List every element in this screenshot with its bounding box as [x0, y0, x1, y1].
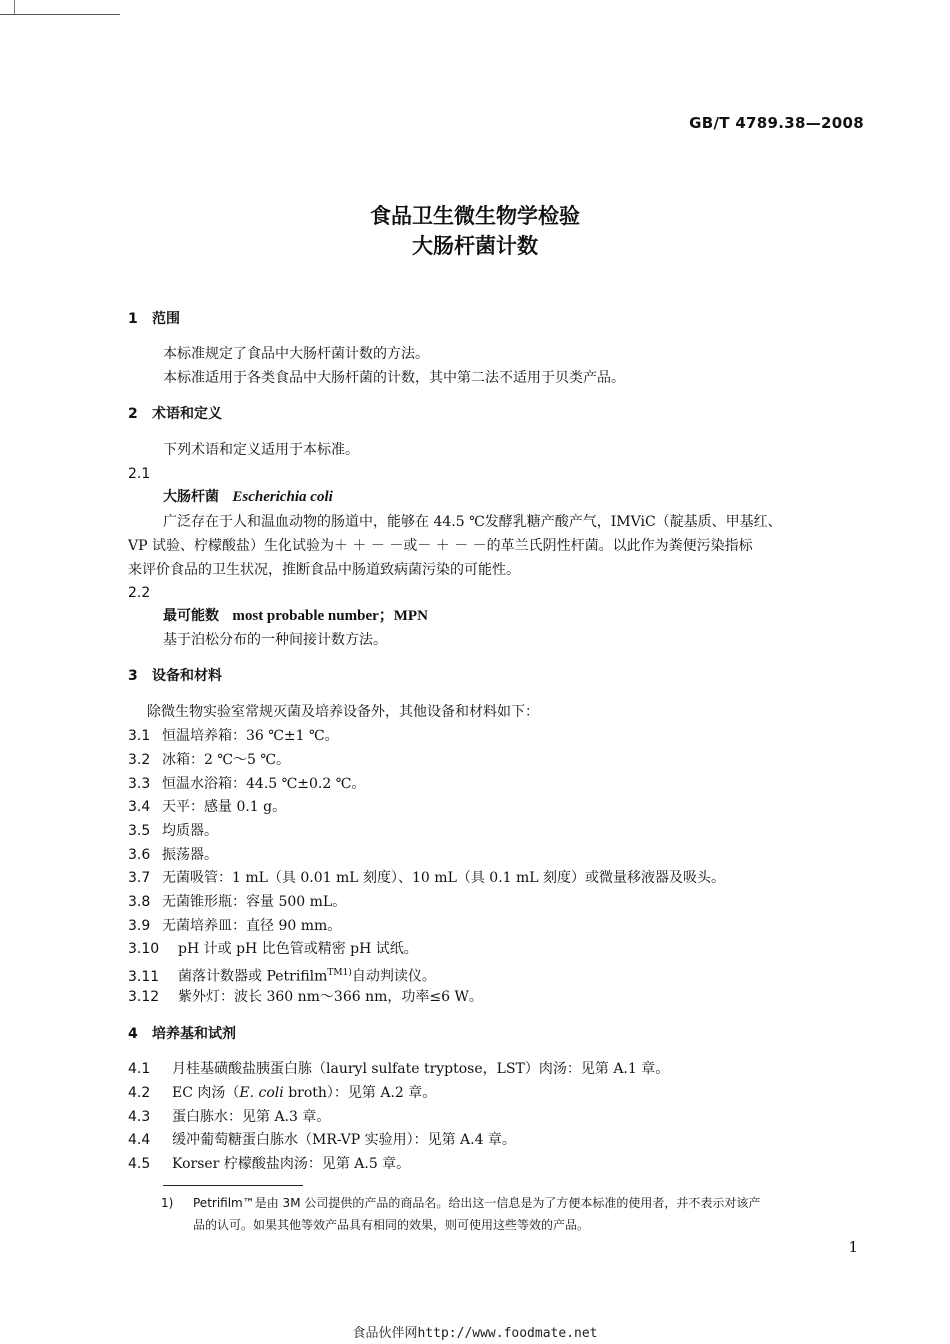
footnote-mark: 1): [161, 1196, 174, 1210]
section-1-heading: [128, 310, 180, 328]
list-item: [128, 917, 341, 935]
list-item: [128, 775, 365, 793]
item-text: EC 肉汤（: [172, 1085, 240, 1101]
list-item: [128, 988, 483, 1006]
standard-code: GB/T 4789.38—2008: [689, 114, 864, 132]
item-text: 恒温培养箱：36 ℃±1 ℃。: [162, 728, 339, 744]
item-text: 恒温水浴箱：44.5 ℃±0.2 ℃。: [162, 776, 366, 792]
section-2-heading: [128, 405, 222, 423]
item-text: 月桂基磺酸盐胰蛋白胨（lauryl sulfate tryptose，LST）肉汤：见第 A.1 章。: [172, 1061, 670, 1077]
page-number: 1: [848, 1238, 858, 1256]
list-item: [128, 869, 725, 887]
italic-species: E. coli: [239, 1085, 284, 1101]
item-text: 均质器。: [162, 823, 218, 839]
item-text: 自动判读仪。: [351, 968, 436, 985]
item-text: Korser 柠檬酸盐肉汤：见第 A.5 章。: [172, 1156, 411, 1172]
list-item: [128, 940, 418, 958]
website-watermark: 食品伙伴网http://www.foodmate.net: [352, 1326, 598, 1341]
item-text: 无菌吸管：1 mL（具 0.01 mL 刻度）、10 mL（具 0.1 mL 刻度）或微量移液器及吸头。: [162, 870, 726, 886]
term-chinese: 大肠杆菌: [163, 489, 219, 505]
section-title: 设备和材料: [152, 668, 222, 684]
definition-text: 广泛存在于人和温血动物的肠道中，能够在 44.5 ℃发酵乳糖产酸产气，IMViC（靛基质、甲基红、: [163, 514, 782, 530]
clause-number: 2.1: [128, 466, 151, 482]
list-item: [128, 893, 346, 911]
scan-corner-rule-vertical: [14, 0, 15, 14]
item-number: 3.3: [128, 776, 151, 792]
item-text: 菌落计数器或 Petrifilm: [178, 968, 328, 985]
item-text: 缓冲葡萄糖蛋白胨水（MR-VP 实验用）：见第 A.4 章。: [172, 1132, 516, 1148]
paragraph: 本标准适用于各类食品中大肠杆菌的计数，其中第二法不适用于贝类产品。: [163, 370, 625, 386]
term-english: most probable number；MPN: [232, 608, 428, 624]
item-number: 4.3: [128, 1109, 151, 1125]
term-english: Escherichia coli: [232, 489, 333, 505]
item-text: 天平：感量 0.1 g。: [162, 799, 287, 815]
term-entry: [163, 607, 428, 625]
item-number: 3.12: [128, 989, 160, 1005]
list-item: [128, 1155, 410, 1173]
item-number: 4.2: [128, 1085, 151, 1101]
list-item: [128, 1131, 516, 1149]
paragraph: 除微生物实验室常规灭菌及培养设备外，其他设备和材料如下：: [147, 704, 539, 720]
clause-number: 2.2: [128, 585, 151, 601]
section-number: 2: [128, 406, 138, 422]
definition-text: 来评价食品的卫生状况，推断食品中肠道致病菌污染的可能性。: [128, 562, 520, 578]
item-text: 无菌锥形瓶：容量 500 mL。: [162, 894, 347, 910]
term-entry: [163, 488, 333, 506]
list-item: [128, 1060, 669, 1078]
item-number: 3.4: [128, 799, 151, 815]
item-number: 3.7: [128, 870, 151, 886]
item-number: 3.1: [128, 728, 151, 744]
section-3-heading: [128, 667, 222, 685]
item-number: 3.6: [128, 847, 151, 863]
paragraph: 下列术语和定义适用于本标准。: [163, 442, 359, 458]
item-number: 3.10: [128, 941, 160, 957]
list-item: [128, 822, 218, 840]
item-text: broth）：见第 A.2 章。: [283, 1085, 437, 1101]
scan-corner-rule: [0, 14, 120, 15]
list-item: [128, 751, 290, 769]
item-text: 振荡器。: [162, 847, 218, 863]
list-item: [128, 846, 218, 864]
section-title: 培养基和试剂: [152, 1026, 236, 1042]
item-text: 冰箱：2 ℃～5 ℃。: [162, 752, 291, 768]
paragraph: 本标准规定了食品中大肠杆菌计数的方法。: [163, 346, 429, 362]
list-item: [128, 964, 436, 986]
item-number: 3.5: [128, 823, 151, 839]
footnote-line: 品的认可。如果其他等效产品具有相同的效果，则可使用这些等效的产品。: [193, 1218, 590, 1232]
item-number: 4.1: [128, 1061, 151, 1077]
item-number: 4.4: [128, 1132, 151, 1148]
document-title-line1: 食品卫生微生物学检验: [370, 204, 580, 228]
section-number: 1: [128, 311, 138, 327]
item-text: 无菌培养皿：直径 90 mm。: [162, 918, 342, 934]
definition-text: VP 试验、柠檬酸盐）生化试验为＋ ＋ － －或－ ＋ － －的革兰氏阴性杆菌。以此作为粪便污染指标: [128, 538, 753, 554]
item-number: 3.8: [128, 894, 151, 910]
footnote-line: Petrifilm™是由 3M 公司提供的产品的商品名。给出这一信息是为了方便本标准的使用者，并不表示对该产: [193, 1196, 761, 1210]
item-number: 3.2: [128, 752, 151, 768]
section-title: 术语和定义: [152, 406, 222, 422]
footnote-separator: [163, 1185, 303, 1186]
item-number: 3.9: [128, 918, 151, 934]
list-item: [128, 1108, 330, 1126]
item-text: 紫外灯：波长 360 nm～366 nm，功率≤6 W。: [178, 989, 483, 1005]
definition-text: 基于泊松分布的一种间接计数方法。: [163, 632, 387, 648]
term-chinese: 最可能数: [163, 608, 219, 624]
section-number: 3: [128, 668, 138, 684]
item-number: 3.11: [128, 968, 160, 985]
item-text: 蛋白胨水：见第 A.3 章。: [172, 1109, 331, 1125]
section-title: 范围: [152, 311, 180, 327]
document-title-line2: 大肠杆菌计数: [412, 234, 538, 258]
footnote: [163, 1192, 863, 1236]
section-4-heading: [128, 1025, 236, 1043]
section-number: 4: [128, 1026, 138, 1042]
item-text: pH 计或 pH 比色管或精密 pH 试纸。: [178, 941, 418, 957]
list-item: [128, 798, 286, 816]
list-item: [128, 727, 339, 745]
footnote-reference: TM1): [327, 968, 352, 978]
list-item: [128, 1084, 436, 1102]
item-number: 4.5: [128, 1156, 151, 1172]
